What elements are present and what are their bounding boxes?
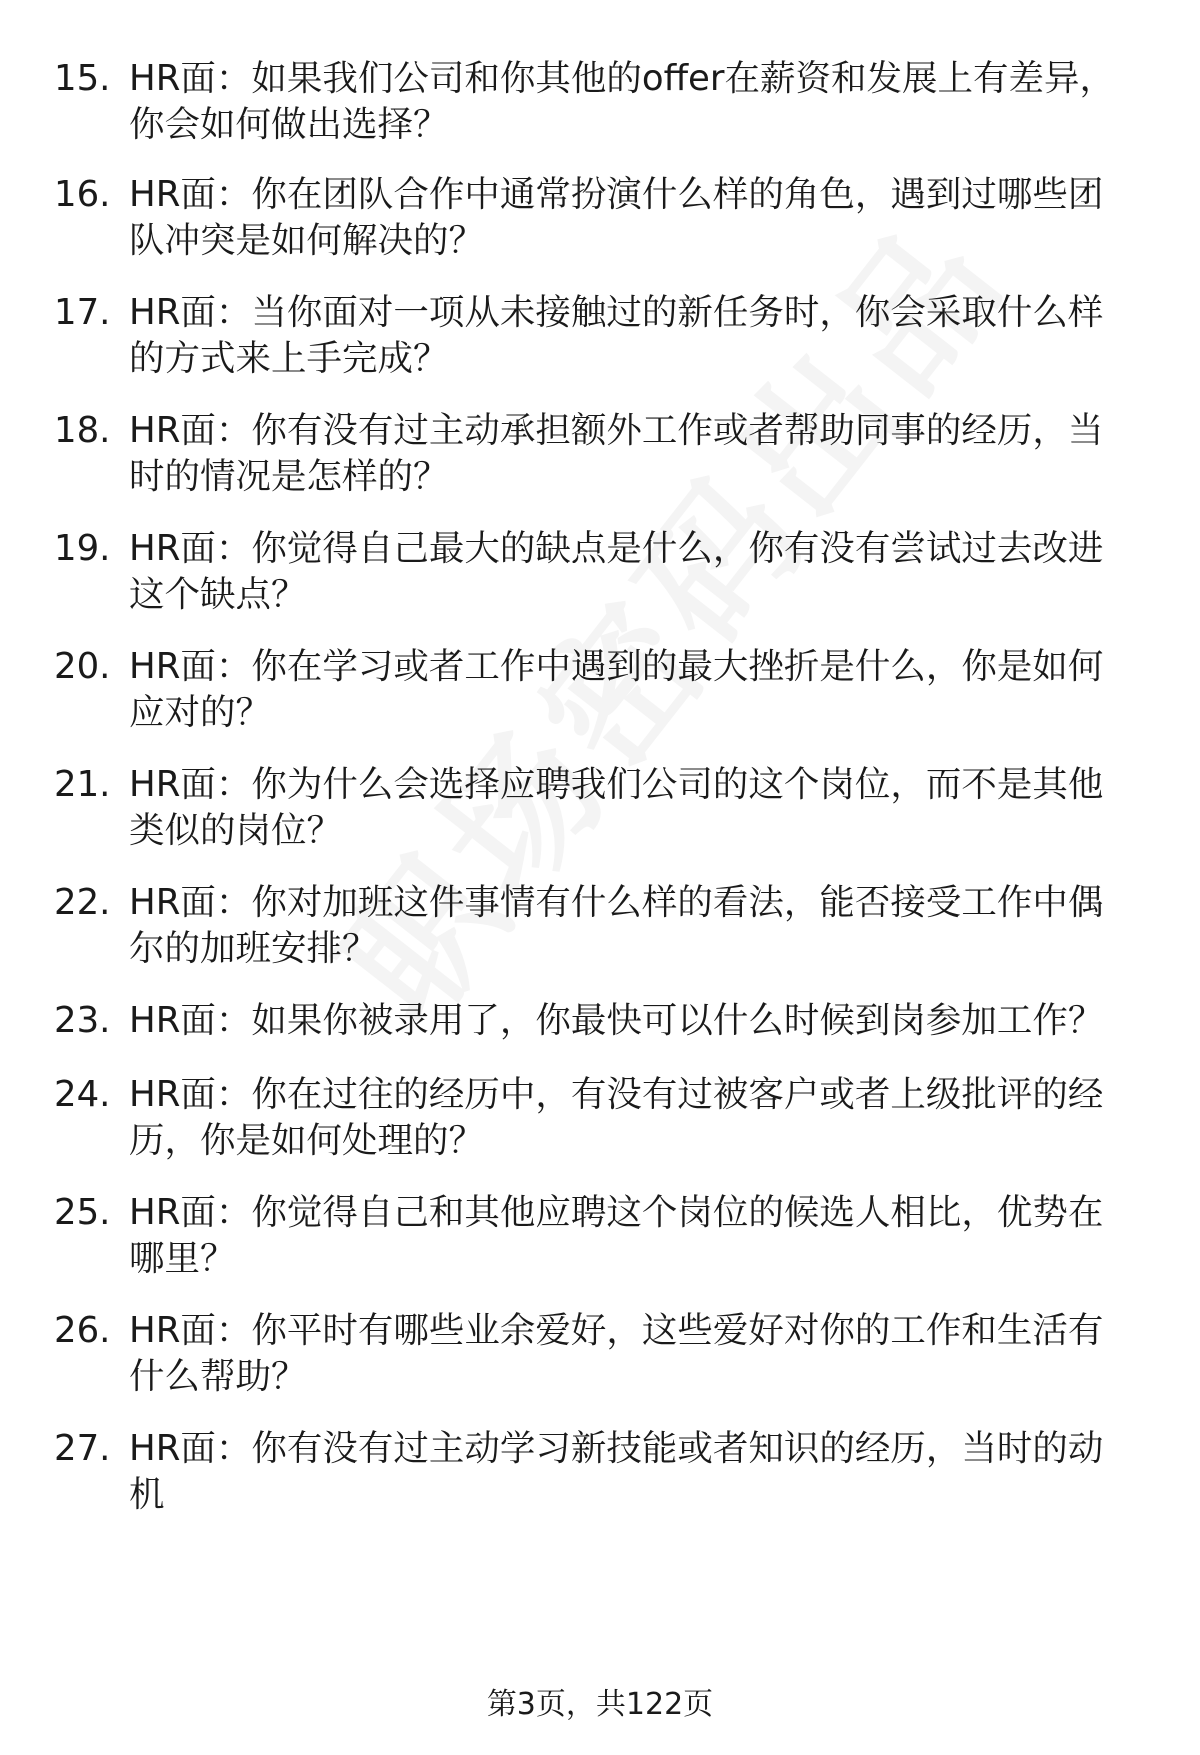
page-footer: 第3页，共122页 (486, 1687, 714, 1722)
question-number: 26. (54, 1310, 111, 1351)
question-number: 21. (54, 764, 111, 805)
question-number: 17. (54, 292, 111, 333)
question-text: HR面：当你面对一项从未接触过的新任务时，你会采取什么样的方式来上手完成？ (129, 292, 1104, 379)
question-text: HR面：你有没有过主动承担额外工作或者帮助同事的经历，当时的情况是怎样的？ (129, 410, 1104, 497)
question-text: HR面：你对加班这件事情有什么样的看法，能否接受工作中偶尔的加班安排？ (129, 882, 1104, 969)
question-number: 24. (54, 1074, 111, 1115)
question-number: 15. (54, 58, 111, 99)
question-text: HR面：你觉得自己最大的缺点是什么，你有没有尝试过去改进这个缺点？ (129, 528, 1104, 615)
question-number: 18. (54, 410, 111, 451)
question-text: HR面：你平时有哪些业余爱好，这些爱好对你的工作和生活有什么帮助？ (129, 1310, 1104, 1397)
question-number: 22. (54, 882, 111, 923)
question-text: HR面：你在团队合作中通常扮演什么样的角色，遇到过哪些团队冲突是如何解决的？ (129, 174, 1104, 261)
question-text: HR面：如果我们公司和你其他的offer在薪资和发展上有差异，你会如何做出选择？ (129, 58, 1115, 145)
question-text: HR面：你觉得自己和其他应聘这个岗位的候选人相比，优势在哪里？ (129, 1192, 1104, 1279)
question-text: HR面：你在学习或者工作中遇到的最大挫折是什么，你是如何应对的？ (129, 646, 1104, 733)
question-text: HR面：如果你被录用了，你最快可以什么时候到岗参加工作？ (129, 1000, 1104, 1041)
question-number: 16. (54, 174, 111, 215)
question-text: HR面：你在过往的经历中，有没有过被客户或者上级批评的经历，你是如何处理的？ (129, 1074, 1104, 1161)
question-number: 27. (54, 1428, 111, 1469)
question-number: 20. (54, 646, 111, 687)
question-text: HR面：你为什么会选择应聘我们公司的这个岗位，而不是其他类似的岗位？ (129, 764, 1104, 851)
question-text: HR面：你有没有过主动学习新技能或者知识的经历，当时的动机 (129, 1428, 1104, 1515)
question-number: 19. (54, 528, 111, 569)
question-number: 25. (54, 1192, 111, 1233)
question-number: 23. (54, 1000, 111, 1041)
